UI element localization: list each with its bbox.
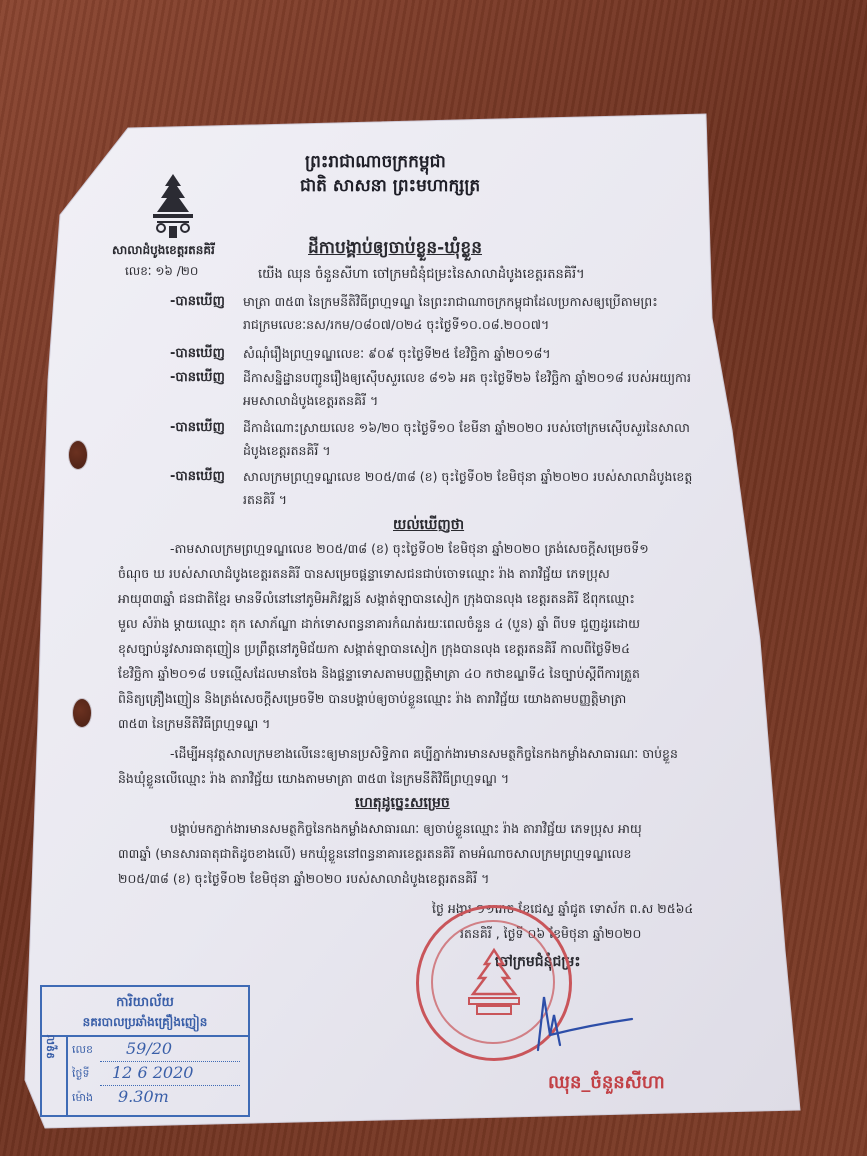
- seen-5-line-1: សាលក្រមព្រហ្មទណ្ឌលេខ ២០៥/៣៨ (ខ) ចុះថ្ងៃទី០២ ខែមិថុនា ឆ្នាំ២០២០ របស់សាលាដំបូងខេត្ត: [243, 469, 693, 484]
- body-line: ៣៥៣ នៃក្រមនីតិវិធីព្រហ្មទណ្ឌ ។: [118, 716, 271, 731]
- body-line: និងឃុំខ្លួនលើឈ្មោះ រ៉ាង តារាវិជ្ជ័យ យោងតាមមាត្រា ៣៥៣ នៃក្រមនីតិវិធីព្រហ្មទណ្ឌ ។: [118, 771, 510, 786]
- section-heading-decision: ហេតុដូច្នេះសម្រេច: [355, 795, 450, 811]
- seal-emblem-icon: [459, 946, 529, 1018]
- body-line: ចំណុច ឃ របស់សាលាដំបូងខេត្តរតនគិរី បានសម្រេចផ្តន្ទាទោសជនជាប់ចោទឈ្មោះ រ៉ាង តារាវិជ្ជ័យ ភេទប្រុស: [118, 566, 610, 581]
- seen-4-line-1: ដីកាដំណោះស្រាយលេខ ១៦/២០ ចុះថ្ងៃទី១០ ខែមីនា ឆ្នាំ២០២០ របស់ចៅក្រមស៊ើបសួរនៃសាលា: [243, 420, 690, 435]
- body-line: មួល សំរ៉ាង ម្តាយឈ្មោះ តុក សោភ័ណ្ឌា ដាក់ទោសពន្ធនាគារកំណត់រយៈពេលចំនួន ៤ (បួន) ឆ្នាំ ពីបទ ជួញដូរដោយ: [118, 616, 641, 631]
- stamp-date-value: 12 6 2020: [112, 1063, 194, 1082]
- place-date: រតនគិរី , ថ្ងៃទី ០៦ ខែមិថុនា ឆ្នាំ២០២០: [460, 926, 642, 941]
- seen-label: -បានឃើញ: [170, 370, 225, 385]
- seen-label: -បានឃើញ: [170, 469, 225, 484]
- lunar-date: ថ្ងៃ អង្គារ ១១រោច ខែជេស្ឋ ឆ្នាំជូត ទោស័ក ព.ស ២៥៦៤: [432, 901, 694, 916]
- body-line: ពិនិត្យគ្រឿងញៀន និងត្រង់សេចក្តីសម្រេចទី២ បានបង្គាប់ឲ្យចាប់ខ្លួនឈ្មោះ រ៉ាង តារាវិជ្ជ័យ យោងតាមបញ្ញត្តិមាត្រា: [118, 691, 627, 706]
- court-emblem-icon: [147, 172, 199, 240]
- punch-hole: [72, 698, 92, 728]
- body-line: ខែវិច្ឆិកា ឆ្នាំ២០១៨ បទល្មើសដែលមានចែង និងផ្តន្ទាទោសតាមបញ្ញត្តិមាត្រា ៤០ កថាខណ្ឌទី៤ នៃច្បាប់ស្តីពីការត្រួត: [118, 666, 640, 681]
- stamp-number-label: លេខ: [72, 1043, 93, 1056]
- seen-3-line-1: ដីកាសន្និដ្ឋានបញ្ជូនរឿងឲ្យស៊ើបសួរលេខ ៨១៦ អគ ចុះថ្ងៃទី២៦ ខែវិច្ឆិកា ឆ្នាំ២០១៨ របស់អយ្យការ: [243, 370, 691, 385]
- kingdom-title: ព្រះរាជាណាចក្រកម្ពុជា: [305, 152, 446, 172]
- intro-line: យើង ឈុន ចំនួនសីហា ចៅក្រមជំនុំជម្រះនៃសាលាដំបូងខេត្តរតនគិរី។: [258, 267, 585, 282]
- stamp-number-value: 59/20: [126, 1039, 173, 1058]
- handwritten-signature-icon: [520, 975, 650, 1055]
- seen-4-line-2: ដំបូងខេត្តរតនគិរី ។: [243, 443, 331, 458]
- document-title: ដីកាបង្គាប់ឲ្យចាប់ខ្លួន-ឃុំខ្លួន: [308, 238, 482, 258]
- court-name: សាលាដំបូងខេត្តរតនគិរី: [112, 243, 215, 257]
- signer-role: ចៅក្រមជំនុំជម្រះ: [495, 954, 581, 970]
- seen-label: -បានឃើញ: [170, 294, 225, 309]
- stamp-office-label: ការិយាល័យ: [116, 995, 174, 1010]
- seen-3-line-2: អមសាលាដំបូងខេត្តរតនគិរី ។: [243, 393, 379, 408]
- seen-label: -បានឃើញ: [170, 346, 225, 361]
- stamp-time-value: 9.30m: [118, 1087, 169, 1106]
- seen-1-line-1: មាត្រា ៣៥៣ នៃក្រមនីតិវិធីព្រហ្មទណ្ឌ នៃព្រះរាជាណាចក្រកម្ពុជាដែលប្រកាសឲ្យប្រើតាមព្រះ: [243, 294, 658, 309]
- signer-name: ឈុន_ចំនួនសីហា: [548, 1072, 665, 1093]
- body-line: -តាមសាលក្រមព្រហ្មទណ្ឌលេខ ២០៥/៣៨ (ខ) ចុះថ្ងៃទី០២ ខែមិថុនា ឆ្នាំ២០២០ ត្រង់សេចក្តីសម្រេចទី១: [170, 541, 649, 556]
- stamp-date-label: ថ្ងៃទី: [72, 1067, 90, 1080]
- decision-line: បង្គាប់មកភ្នាក់ងារមានសមត្ថកិច្ចនៃកងកម្លាំងសាធារណៈ ឲ្យចាប់ខ្លួនឈ្មោះ រ៉ាង តារាវិជ្ជ័យ ភេទប្រុស អាយុ: [170, 821, 642, 836]
- document-number: លេខៈ ១៦ /២០: [125, 264, 199, 278]
- stamp-received-label: ទទួល: [44, 1034, 57, 1059]
- stamp-office-name: នគរបាលប្រឆាំងគ្រឿងញៀន: [82, 1015, 208, 1029]
- receipt-stamp: [40, 985, 250, 1117]
- body-line: អាយុ៣៣ឆ្នាំ ជនជាតិខ្មែរ មានទីលំនៅនៅភូមិអភិវឌ្ឍន៍ សង្កាត់ឡាបានសៀក ក្រុងបានលុង ខេត្តរតនគិរី ឪពុកឈ្មោះ: [118, 591, 635, 606]
- seen-5-line-2: រតនគិរី ។: [243, 492, 287, 507]
- seen-2-line-1: សំណុំរឿងព្រហ្មទណ្ឌលេខៈ ៩០៩ ចុះថ្ងៃទី២៥ ខែវិច្ឆិកា ឆ្នាំ២០១៨។: [243, 346, 551, 361]
- decision-line: ៣៣ឆ្នាំ (មានសារធាតុជាតិដូចខាងលើ) មកឃុំខ្លួននៅពន្ធនាគារខេត្តរតនគិរី តាមអំណាចសាលក្រមព្រហ្មទណ្ឌលេខ: [118, 846, 632, 861]
- body-line: ខុសច្បាប់នូវសារធាតុញៀន ប្រព្រឹត្តនៅភូមិជ័យកា សង្កាត់ឡាបានសៀក ក្រុងបានលុង ខេត្តរតនគិរី កាលពីថ្ងៃទី២៤: [118, 641, 630, 656]
- section-heading-considering: យល់ឃើញថា: [393, 517, 465, 533]
- stamp-time-label: ម៉ោង: [72, 1091, 93, 1104]
- body-line: -ដើម្បីអនុវត្តសាលក្រមខាងលើនេះឲ្យមានប្រសិទ្ធិភាព គប្បីភ្នាក់ងារមានសមត្ថកិច្ចនៃកងកម្លាំងសាធារណៈ ចាប់ខ្លួន: [170, 746, 678, 761]
- motto: ជាតិ សាសនា ព្រះមហាក្សត្រ: [300, 176, 481, 196]
- decision-line: ២០៥/៣៨ (ខ) ចុះថ្ងៃទី០២ ខែមិថុនា ឆ្នាំ២០២០ របស់សាលាដំបូងខេត្តរតនគិរី ។: [118, 871, 490, 886]
- seen-1-line-2: រាជក្រមលេខៈនស/រកម/០៨០៧/០២៤ ចុះថ្ងៃទី១០.០៨.២០០៧។: [243, 317, 550, 332]
- seen-label: -បានឃើញ: [170, 420, 225, 435]
- punch-hole: [68, 440, 88, 470]
